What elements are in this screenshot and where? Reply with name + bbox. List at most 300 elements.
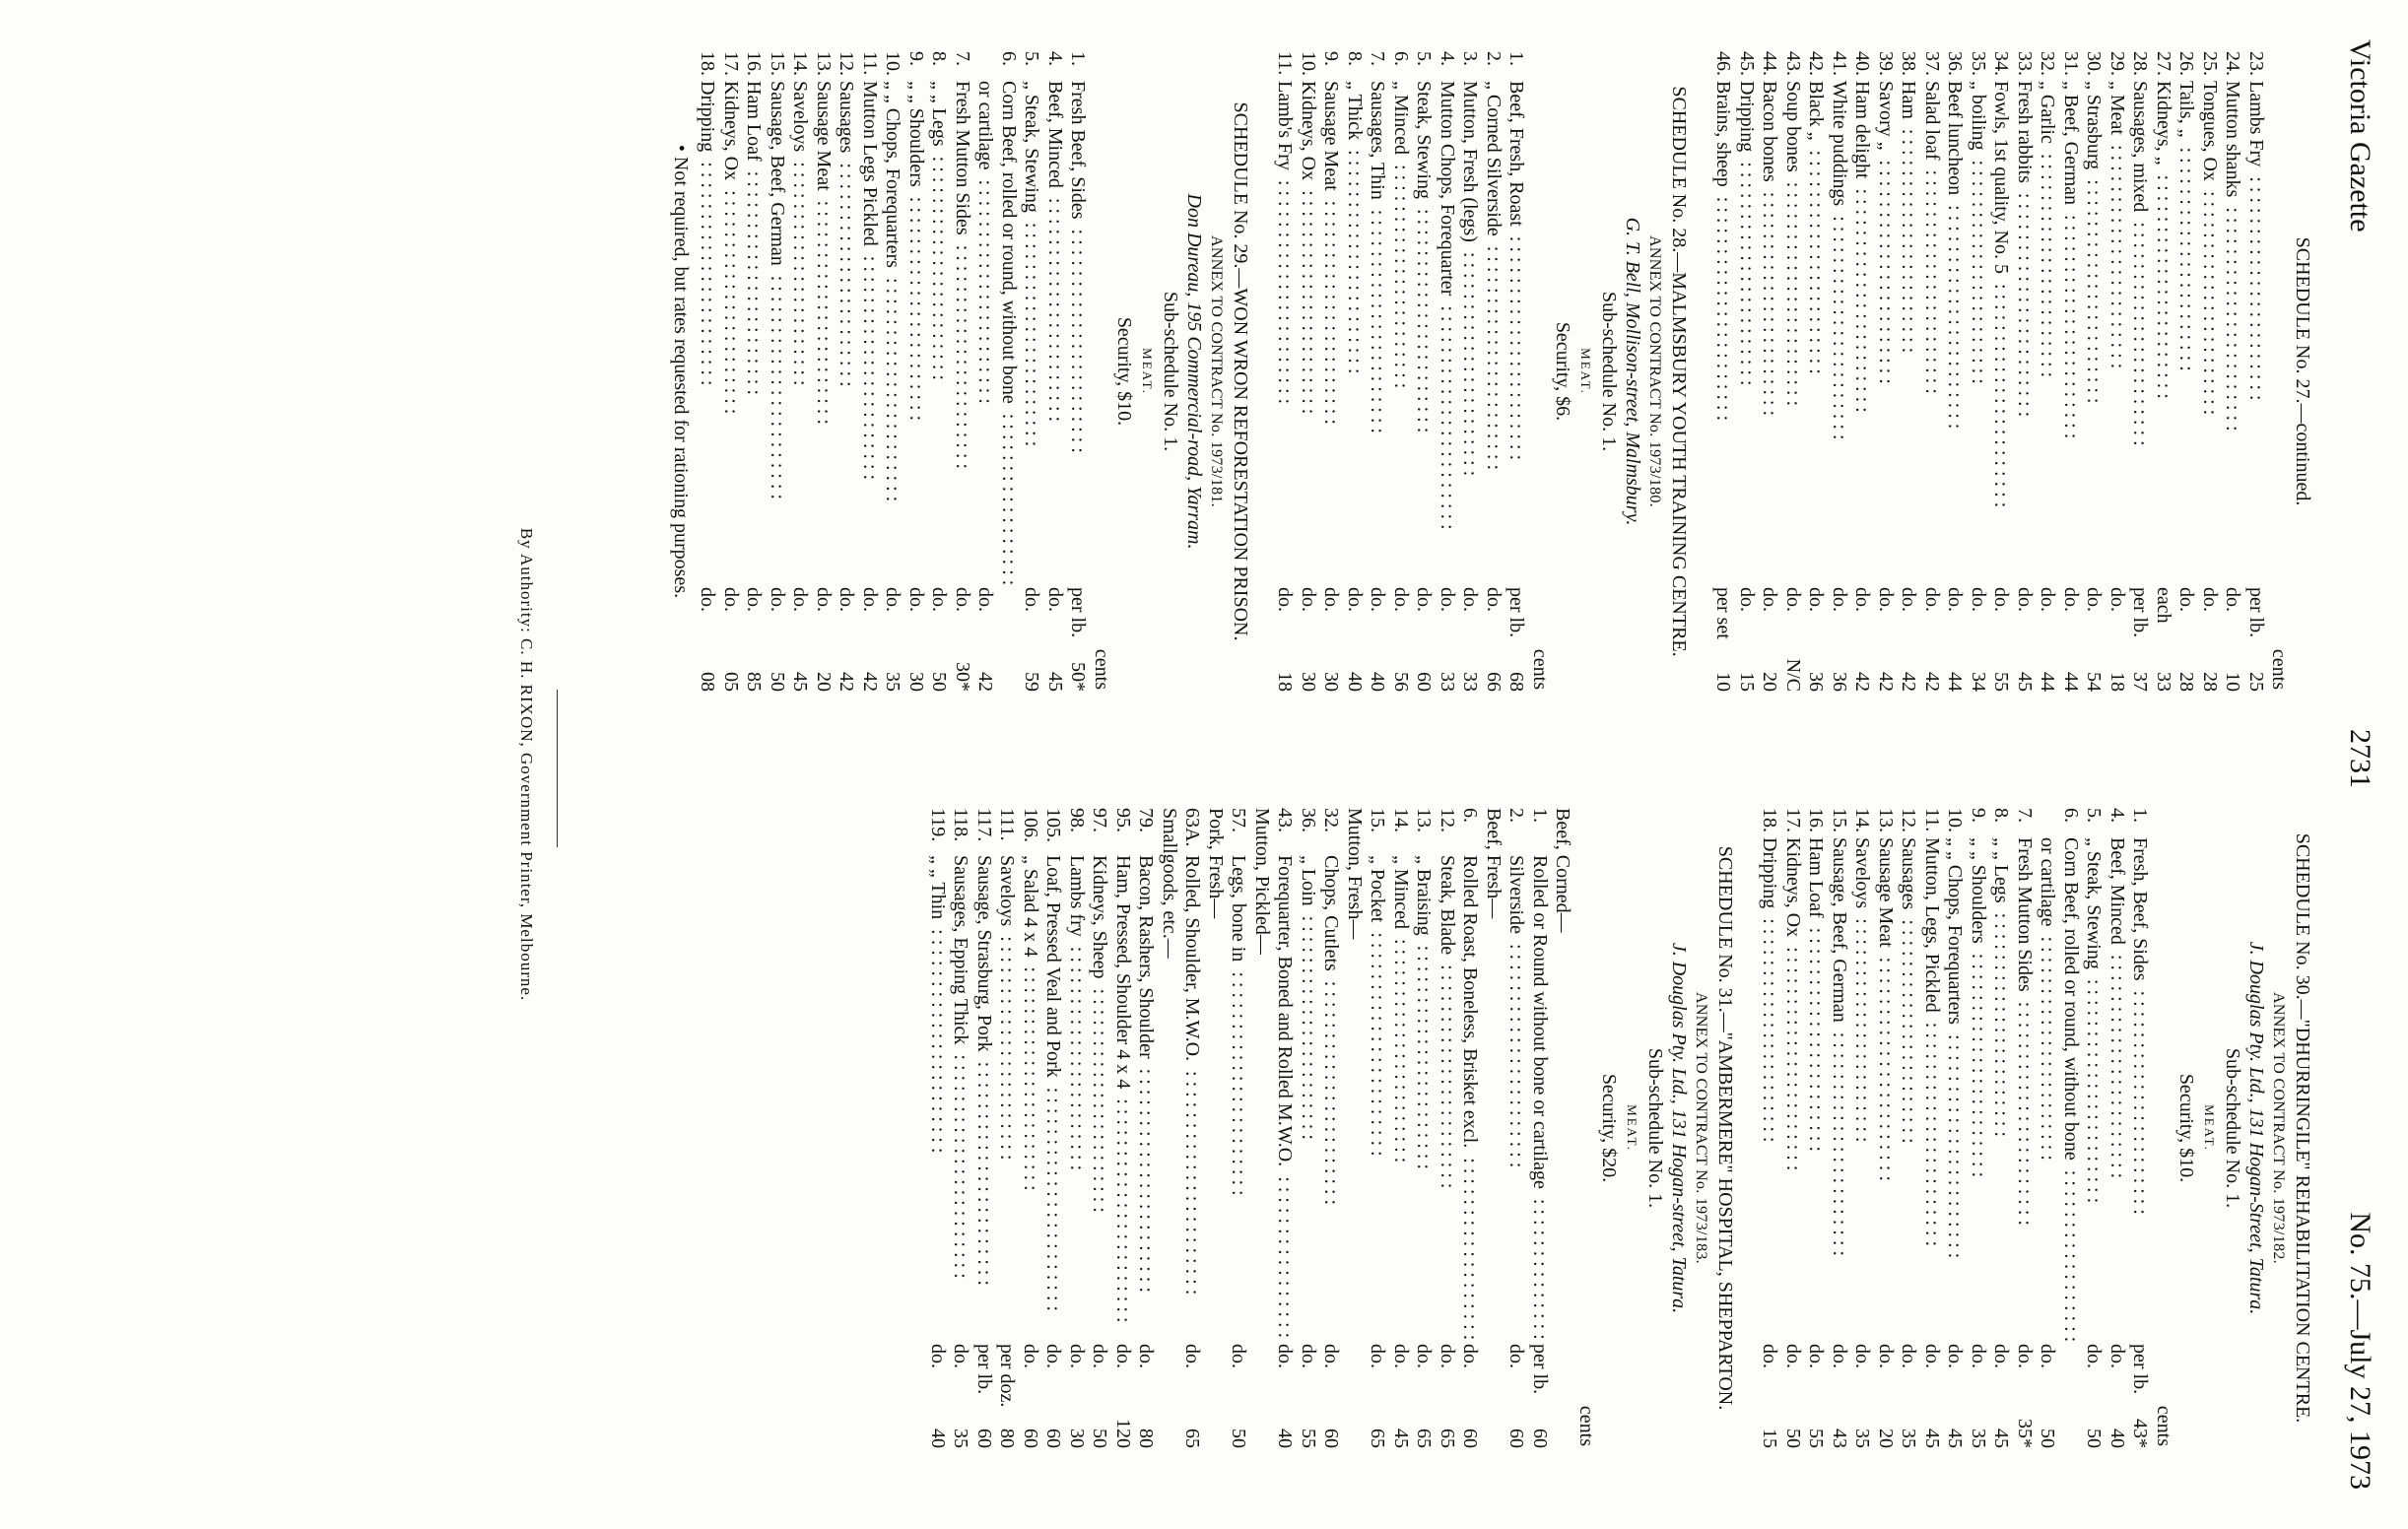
table-row — [1134, 808, 1158, 1448]
item-number — [2036, 808, 2059, 837]
footer-rule — [557, 690, 558, 847]
item-price: 15 — [1759, 1429, 1781, 1448]
table-row — [927, 51, 951, 692]
group-heading: Beef, Corned— — [1552, 808, 1574, 933]
table-row — [1436, 808, 1459, 1448]
item-name: Steak, Blade : : : : : : : : : : : : : : : : : : : : : : — [1436, 855, 1459, 1344]
item-name: Dripping : : : : : : : : : : : : : : : : : : : : : : — [1735, 81, 1759, 587]
item-unit: do. — [1990, 587, 2013, 612]
item-name: Fresh Beef, Sides : : : : : : : : : : : : : : : : : : : : : : — [1066, 81, 1090, 587]
item-unit: do. — [1274, 1344, 1297, 1368]
item-name: Ham Loaf : : : : : : : : : : : : : : : : : : : : : : — [1804, 837, 1828, 1344]
item-unit: do. — [1112, 1344, 1134, 1368]
item-name: „ „ Thin : : : : : : : : : : : : : : : : : : : : : : — [926, 855, 950, 1344]
item-price: 120 — [1112, 1419, 1134, 1448]
schedule-28-meat: MEAT. — [1578, 348, 1593, 395]
item-name: „ Strasburg : : : : : : : : : : : : : : : : : : : : : : — [2082, 81, 2106, 587]
item-number: 32. — [2037, 51, 2059, 76]
item-number: 33. — [2014, 51, 2036, 76]
item-name: Salad loaf : : : : : : : : : : : : : : : : : : : : : : — [1920, 81, 1944, 587]
header-right: No. 75.—July 27, 1973 — [2344, 1212, 2376, 1490]
item-name: „ „ Chops, Forequarters : : : : : : : : : : : : : : : : : : : : : : — [1943, 837, 1967, 1344]
item-unit: do. — [2014, 1344, 2036, 1368]
item-unit: do. — [2199, 587, 2221, 612]
table-row — [1458, 51, 1482, 692]
item-price: 55 — [1805, 1429, 1828, 1448]
item-name: Ham, Pressed, Shoulder 4 x 4 : : : : : : : : : : : : : : : : : : : : : : — [1111, 855, 1135, 1344]
item-number: 10. — [882, 51, 904, 76]
schedule-31-security: Security, $20. — [1598, 1073, 1621, 1183]
table-row — [1180, 808, 1204, 1448]
item-price: 80 — [1135, 1429, 1158, 1448]
table-row — [1111, 808, 1135, 1448]
item-name: Beef, Minced : : : : : : : : : : : : : : : : : : : : : : — [2106, 837, 2129, 1344]
item-unit: do. — [1320, 587, 1343, 612]
table-row — [2036, 51, 2059, 692]
item-number: 44. — [1759, 51, 1781, 76]
table-row — [1482, 51, 1505, 692]
item-price: 56 — [1390, 672, 1412, 692]
item-name: Beef, Minced : : : : : : : : : : : : : : : : : : : : : : — [1043, 81, 1067, 587]
table-row — [1850, 808, 1874, 1448]
item-unit: per lb. — [2245, 587, 2267, 638]
item-number: 106. — [1020, 808, 1041, 842]
cents-heading: cents — [1091, 648, 1112, 690]
schedule-30-meat: MEAT. — [2202, 1104, 2217, 1152]
item-price: 20 — [813, 672, 835, 692]
item-price: 35 — [1851, 1429, 1874, 1448]
footnote: • Not required, but rates requested for rationing purposes. — [670, 144, 692, 599]
item-unit: do. — [1851, 1344, 1874, 1368]
item-name: Silverside : : : : : : : : : : : : : : : : : : : : : : — [1505, 855, 1528, 1344]
item-number: 46. — [1712, 51, 1735, 76]
item-price — [2059, 1409, 2083, 1448]
item-name: Sausages, mixed : : : : : : : : : : : : : : : : : : : : : : — [2128, 81, 2152, 587]
item-number: 6. — [1390, 51, 1412, 66]
item-name: Kidneys, „ : : : : : : : : : : : : : : : : : : : : : : — [2152, 81, 2175, 587]
table-row — [1412, 51, 1436, 692]
item-name: Sausage Meat : : : : : : : : : : : : : : : : : : : : : : — [1874, 837, 1898, 1344]
item-unit: do. — [1228, 1344, 1250, 1368]
item-unit: do. — [1066, 1344, 1088, 1368]
item-number: 17. — [720, 51, 742, 76]
item-price: 45 — [789, 672, 812, 692]
item-name: Kidneys, Ox : : : : : : : : : : : : : : : : : : : : : : — [1297, 81, 1320, 587]
item-number: 16. — [743, 51, 766, 76]
schedule-28-title: SCHEDULE No. 28.—MALMSBURY YOUTH TRAINING CENTRE. — [1668, 86, 1690, 657]
item-unit: per set — [1712, 587, 1735, 639]
group-heading: Smallgoods, etc.— — [1159, 808, 1180, 959]
table-row — [972, 808, 996, 1448]
item-number: 16. — [1805, 808, 1828, 832]
table-row — [719, 51, 743, 692]
table-row — [1505, 51, 1528, 692]
table-row — [2128, 808, 2152, 1448]
table-row — [926, 808, 950, 1448]
item-price: 50 — [1089, 1429, 1111, 1448]
item-number: 14. — [1390, 808, 1412, 832]
item-unit: do. — [1021, 587, 1043, 612]
table-row — [2082, 808, 2106, 1448]
item-number: 9. — [1968, 808, 1989, 823]
group-heading: Beef, Fresh— — [1483, 808, 1505, 919]
item-number: 63A. — [1181, 808, 1204, 847]
item-unit: do. — [1367, 1344, 1389, 1368]
item-unit: per lb. — [1067, 587, 1090, 638]
item-price: 40 — [1367, 672, 1389, 692]
schedule-30-security: Security, $10. — [2175, 1073, 2198, 1183]
item-name: Dripping : : : : : : : : : : : : : : : : : : : : : : — [696, 81, 719, 587]
item-unit: per lb. — [1505, 587, 1528, 638]
table-row — [1897, 808, 1920, 1448]
cents-heading: cents — [2153, 1405, 2174, 1446]
item-number: 7. — [952, 51, 973, 66]
item-price: 44 — [2060, 672, 2082, 692]
table-row — [1781, 808, 1805, 1448]
item-number: 28. — [2129, 51, 2152, 76]
item-number: 24. — [2222, 51, 2244, 76]
item-name: „ Pocket : : : : : : : : : : : : : : : : : : : : : : — [1366, 855, 1389, 1344]
item-name: „ Steak, Stewing : : : : : : : : : : : : : : : : : : : : : : — [1020, 81, 1043, 587]
item-name: Lamb's Fry : : : : : : : : : : : : : : : : : : : : : : — [1273, 81, 1297, 587]
table-row — [2106, 808, 2129, 1448]
table-row — [2013, 51, 2037, 692]
table-row — [1273, 808, 1297, 1448]
item-unit: do. — [1483, 587, 1505, 612]
item-name: „ „ Chops, Forequarters : : : : : : : : : : : : : : : : : : : : : : — [881, 81, 904, 587]
schedule-31-title: SCHEDULE No. 31.—"AMBERMERE" HOSPITAL, SHEPPARTON. — [1714, 845, 1736, 1411]
item-unit: do. — [1042, 1344, 1065, 1368]
table-row — [1804, 51, 1828, 692]
item-number — [973, 51, 997, 81]
item-unit: do. — [859, 587, 881, 612]
item-name: Mutton shanks : : : : : : : : : : : : : : : : : : : : : : — [2221, 81, 2244, 587]
item-number: 15. — [1367, 808, 1389, 832]
item-price: 35 — [882, 672, 904, 692]
item-price: 42 — [859, 672, 881, 692]
schedule-28-subschedule: Sub-schedule No. 1. — [1598, 291, 1621, 452]
item-name: Beef luncheon : : : : : : : : : : : : : : : : : : : : : : — [1943, 81, 1967, 587]
item-price: 34 — [1968, 672, 1989, 692]
item-price: 85 — [743, 672, 766, 692]
item-number: 37. — [1921, 51, 1943, 76]
table-row — [1319, 51, 1343, 692]
item-price: 50 — [2037, 1429, 2059, 1448]
item-number: 98. — [1066, 808, 1088, 832]
item-name: Tails, „ : : : : : : : : : : : : : : : : : : : : : : — [2174, 81, 2198, 587]
item-price: 60 — [1529, 1429, 1551, 1448]
item-number: 8. — [928, 51, 951, 66]
table-row — [1389, 808, 1413, 1448]
item-name: Kidneys, Sheep : : : : : : : : : : : : : : : : : : : : : : — [1088, 855, 1111, 1344]
item-name: „ „ Shoulders : : : : : : : : : : : : : : : : : : : : : : — [1967, 837, 1990, 1344]
item-name: Fowls, 1st quality, No. 5 : : : : : : : : : : : : : : : : : : : : : : — [1989, 81, 2013, 587]
item-name: „ Minced : : : : : : : : : : : : : : : : : : : : : : — [1389, 855, 1413, 1344]
item-price: 54 — [2083, 672, 2106, 692]
item-unit: do. — [1851, 587, 1874, 612]
cents-heading: cents — [1529, 648, 1551, 690]
item-number: 18. — [697, 51, 719, 76]
schedule-27-title: SCHEDULE No. 27.—continued. — [2292, 236, 2313, 506]
table-row — [1758, 51, 1781, 692]
item-unit: per lb. — [1529, 1344, 1551, 1395]
item-number: 43. — [1782, 51, 1804, 76]
item-number: 4. — [1437, 51, 1458, 66]
item-name: Corn Beef, rolled or round, without bone : : : : : : : : : : : : : : : : : : : : : : — [997, 81, 1021, 587]
item-name: Sausage, Beef, German : : : : : : : : : : : : : : : : : : : : : : — [1828, 837, 1851, 1344]
item-name: Steak, Stewing : : : : : : : : : : : : : : : : : : : : : : — [1412, 81, 1436, 587]
table-row — [997, 51, 1021, 692]
item-unit: do. — [1020, 1344, 1041, 1368]
item-price: 42 — [1921, 672, 1943, 692]
item-unit: do. — [1898, 587, 1920, 612]
schedule-28-contractor: G. T. Bell, Mollison-street, Malmsbury. — [1622, 217, 1643, 526]
item-unit: do. — [1898, 1344, 1920, 1368]
item-name: „ „ Shoulders : : : : : : : : : : : : : : : : : : : : : : — [904, 81, 928, 587]
item-unit: do. — [1367, 587, 1389, 612]
item-price: 30 — [1066, 1429, 1088, 1448]
item-number: 11. — [1274, 51, 1297, 76]
item-price: 60 — [1320, 1429, 1343, 1448]
item-unit: do. — [1320, 1344, 1343, 1368]
item-number: 17. — [1782, 808, 1804, 832]
table-row — [1366, 51, 1389, 692]
item-unit: do. — [1181, 1344, 1204, 1368]
schedule-28-annex: ANNEX TO CONTRACT No. 1973/180. — [1646, 235, 1664, 507]
item-unit: do. — [789, 587, 812, 612]
item-price: 37 — [2129, 672, 2152, 692]
item-name: Ham delight : : : : : : : : : : : : : : : : : : : : : : — [1850, 81, 1874, 587]
item-name: Sausages, Epping Thick : : : : : : : : : : : : : : : : : : : : : : — [949, 855, 972, 1344]
table-row — [1319, 808, 1343, 1448]
item-number: 13. — [813, 51, 835, 76]
item-name: Kidneys, Ox : : : : : : : : : : : : : : : : : : : : : : — [1781, 837, 1805, 1344]
item-number: 11. — [1921, 808, 1943, 832]
item-number: 2. — [1505, 808, 1528, 823]
item-number: 5. — [2083, 808, 2106, 823]
item-name: „ boiling : : : : : : : : : : : : : : : : : : : : : : — [1967, 81, 1990, 587]
item-name: Corn Beef, rolled or round, without bone : : : : : : : : : : : : : : : : : : : : : : — [2059, 837, 2083, 1344]
item-unit: per lb. — [973, 1344, 995, 1395]
item-unit: do. — [1437, 587, 1458, 612]
item-name: „ Corned Silverside : : : : : : : : : : : : : : : : : : : : : : — [1482, 81, 1505, 587]
item-unit: do. — [1044, 587, 1066, 612]
item-price — [997, 652, 1021, 692]
item-name: „ Loin : : : : : : : : : : : : : : : : : : : : : : — [1297, 855, 1320, 1344]
table-row — [1828, 808, 1851, 1448]
item-price: 68 — [1505, 672, 1528, 692]
table-row — [1458, 808, 1482, 1448]
item-name: Fresh rabbits : : : : : : : : : : : : : : : : : : : : : : — [2013, 81, 2037, 587]
table-row — [812, 51, 836, 692]
item-unit: do. — [1921, 587, 1943, 612]
table-row — [788, 51, 812, 692]
item-price: 55 — [1990, 672, 2013, 692]
item-price: 20 — [1759, 672, 1781, 692]
item-price: 43* — [2129, 1419, 2152, 1448]
item-unit: do. — [1459, 587, 1482, 612]
schedule-27-table — [1711, 51, 2267, 692]
item-price: 45 — [1044, 672, 1066, 692]
item-name: „ Minced : : : : : : : : : : : : : : : : : : : : : : — [1389, 81, 1413, 587]
item-number: 111. — [996, 808, 1019, 841]
item-name: Brains, sheep : : : : : : : : : : : : : : : : : : : : : : — [1711, 81, 1735, 587]
table-row — [1967, 808, 1990, 1448]
schedule-30-annex: ANNEX TO CONTRACT No. 1973/182. — [2270, 992, 2288, 1264]
item-number: 32. — [1320, 808, 1343, 832]
table-row — [1804, 808, 1828, 1448]
item-price: 60 — [1459, 1429, 1482, 1448]
item-number: 7. — [2014, 808, 2036, 823]
item-number: 42. — [1805, 51, 1828, 76]
table-row — [2106, 51, 2129, 692]
item-number: 38. — [1898, 51, 1920, 76]
item-name: Mutton, Fresh (legs) : : : : : : : : : : : : : : : : : : : : : : — [1458, 81, 1482, 587]
item-unit: do. — [950, 1344, 972, 1368]
item-name: Sausage Meat : : : : : : : : : : : : : : : : : : : : : : — [812, 81, 836, 587]
item-price: 35 — [1968, 1429, 1989, 1448]
item-unit: do. — [1344, 587, 1366, 612]
item-unit: do. — [927, 1344, 949, 1368]
item-price: 30 — [1298, 672, 1319, 692]
table-row — [1989, 808, 2013, 1448]
item-name: Mutton Legs Pickled : : : : : : : : : : : : : : : : : : : : : : — [858, 81, 882, 587]
item-number: 118. — [950, 808, 972, 842]
table-row — [2013, 808, 2037, 1448]
table-row — [2059, 808, 2083, 1448]
item-name: Mutton Chops, Forequarter : : : : : : : : : : : : : : : : : : : : : : — [1436, 81, 1459, 587]
item-name: Black „ : : : : : : : : : : : : : : : : : : : : : : — [1804, 81, 1828, 587]
item-price: 05 — [720, 672, 742, 692]
item-unit: do. — [1298, 587, 1319, 612]
item-unit: do. — [1990, 1344, 2013, 1368]
table-row — [2082, 51, 2106, 692]
table-row — [2221, 51, 2244, 692]
item-number: 57. — [1228, 808, 1250, 832]
item-number: 8. — [1344, 51, 1366, 66]
group-heading: Pork, Fresh— — [1205, 808, 1227, 919]
item-price: 35 — [1898, 1429, 1920, 1448]
schedule-30-title: SCHEDULE No. 30.—"DHURRINGILE" REHABILITATION CENTRE. — [2292, 832, 2313, 1424]
item-number: 15. — [1829, 808, 1850, 832]
table-row — [881, 51, 904, 692]
item-number: 97. — [1089, 808, 1111, 832]
item-price: 45 — [2014, 672, 2036, 692]
item-name: „ Beef, German : : : : : : : : : : : : : : : : : : : : : : — [2059, 81, 2083, 587]
item-name: Soup bones : : : : : : : : : : : : : : : : : : : : : : — [1781, 81, 1805, 587]
cents-heading: cents — [2268, 648, 2291, 690]
item-price: 65 — [1413, 1429, 1436, 1448]
item-number: 10. — [1944, 808, 1967, 832]
item-number: 1. — [2129, 808, 2152, 823]
table-row — [835, 51, 858, 692]
item-price: 30* — [952, 662, 973, 692]
item-unit: do. — [1875, 587, 1897, 612]
item-unit: do. — [2083, 587, 2106, 612]
item-price: 42 — [836, 672, 858, 692]
item-number: 12. — [1437, 808, 1458, 832]
table-row — [1088, 808, 1111, 1448]
item-number: 3. — [1459, 51, 1482, 66]
item-name: Sausages : : : : : : : : : : : : : : : : : : : : : : — [1897, 837, 1920, 1344]
schedule-31-subschedule: Sub-schedule No. 1. — [1644, 1047, 1667, 1209]
item-price: 36 — [1829, 672, 1850, 692]
item-price: 15 — [1736, 672, 1758, 692]
item-number: 36. — [1944, 51, 1967, 76]
item-price: 44 — [2037, 672, 2059, 692]
table-row — [1897, 51, 1920, 692]
item-name: or cartilage : : : : : : : : : : : : : : : : : : : : : : — [2036, 837, 2059, 1344]
item-unit: do. — [1782, 1344, 1804, 1368]
item-number: 2. — [1483, 51, 1505, 66]
table-row — [1711, 51, 1735, 692]
item-number: 12. — [836, 51, 858, 76]
item-number: 45. — [1736, 51, 1758, 76]
table-row — [1920, 51, 1944, 692]
item-unit: do. — [1413, 587, 1436, 612]
item-price: 42 — [1898, 672, 1920, 692]
table-row — [949, 808, 972, 1448]
item-unit: do. — [2175, 587, 2198, 612]
item-unit: do. — [1968, 1344, 1989, 1368]
item-unit: do. — [928, 587, 951, 612]
item-name: Savory „ : : : : : : : : : : : : : : : : : : : : : : — [1874, 81, 1898, 587]
table-row — [1735, 51, 1759, 692]
item-number: 95. — [1112, 808, 1134, 832]
item-price: 55 — [1298, 1429, 1319, 1448]
item-price: 08 — [697, 672, 719, 692]
item-number: 79. — [1135, 808, 1158, 832]
item-unit: do. — [1135, 1344, 1158, 1368]
header-page-number: 2731 — [2344, 729, 2376, 788]
table-row — [1436, 51, 1459, 692]
item-unit: do. — [2037, 587, 2059, 612]
item-price: 50 — [2083, 1429, 2106, 1448]
item-unit: do. — [974, 587, 997, 612]
table-row — [2059, 51, 2083, 692]
table-row — [1943, 808, 1967, 1448]
item-unit: do. — [882, 587, 904, 612]
item-price: 50 — [928, 672, 951, 692]
table-row — [1043, 51, 1067, 692]
schedule-30-contractor: J. Douglas Pty. Ltd., 131 Hogan-Street, Tatura. — [2245, 941, 2267, 1315]
item-price: 50 — [767, 672, 788, 692]
group-heading: Mutton, Pickled— — [1251, 808, 1273, 955]
item-unit: do. — [836, 587, 858, 612]
item-name: Sausages, Thin : : : : : : : : : : : : : : : : : : : : : : — [1366, 81, 1389, 587]
item-price: 10 — [2222, 672, 2244, 692]
item-number: 43. — [1274, 808, 1297, 832]
item-unit: do. — [1390, 1344, 1412, 1368]
item-number: 14. — [789, 51, 812, 76]
item-price: 40 — [2107, 1429, 2128, 1448]
item-name: Lambs fry : : : : : : : : : : : : : : : : : : : : : : — [1065, 855, 1089, 1344]
item-price: 50* — [1067, 662, 1090, 692]
item-price: 30 — [1320, 672, 1343, 692]
item-unit — [2059, 1344, 2083, 1409]
item-unit: do. — [767, 587, 788, 612]
item-unit — [997, 587, 1021, 652]
item-name: Rolled, Shoulder, M.W.O. : : : : : : : : : : : : : : : : : : : : : : — [1180, 855, 1204, 1344]
item-price: 50 — [1228, 1429, 1250, 1448]
schedule-29-security: Security, $10. — [1113, 316, 1136, 427]
item-price: 65 — [1367, 1429, 1389, 1448]
table-row — [1227, 808, 1250, 1448]
item-unit: do. — [1829, 1344, 1850, 1368]
schedule-31-annex: ANNEX TO CONTRACT No. 1973/183. — [1693, 992, 1710, 1264]
item-name: Sausage, Beef, German : : : : : : : : : : : : : : : : : : : : : : — [766, 81, 789, 587]
item-price: 42 — [1875, 672, 1897, 692]
